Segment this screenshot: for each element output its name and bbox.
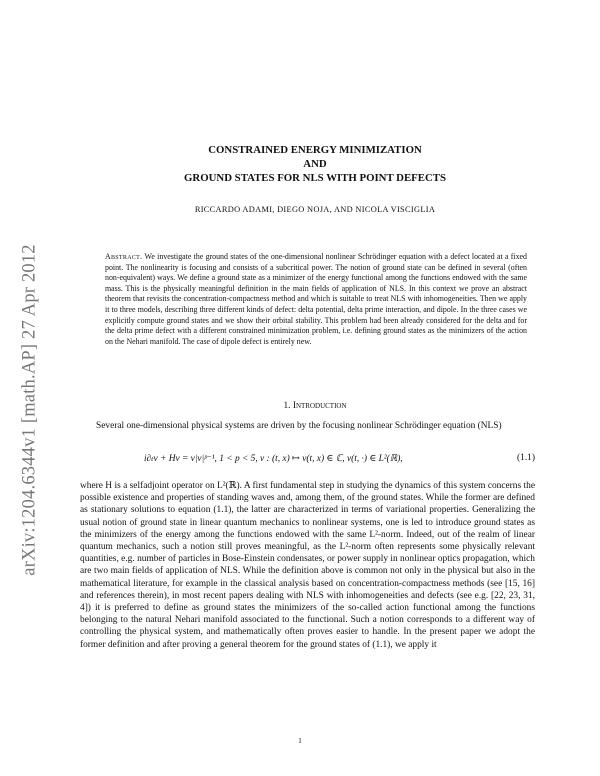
abstract (105, 252, 527, 347)
intro-paragraph: Several one-dimensional physical systems are driven by the focusing nonlinear Schrödinger equation (NLS) (96, 421, 502, 431)
equation-number: (1.1) (517, 453, 535, 463)
author-list: RICCARDO ADAMI, DIEGO NOJA, AND NICOLA VISCIGLIA (194, 205, 436, 214)
equation-1-1 (80, 453, 535, 467)
title-line-2: AND (303, 158, 327, 170)
body-paragraph: where H is a selfadjoint operator on L²(ℝ). A first fundamental step in studying the dynamics of this system concerns the possible existence and properties of standing waves and, among them, of the ground states. While the former are defined as stationary solutions to equation (1.1), the latter are characterized in terms of variational properties. Generalizing the usual notion of ground state in linear quantum mechanics to nonlinear systems, one is led to introduce ground states as the minimizers of the energy among the functions endowed with the same L²-norm. Indeed, out of the realm of linear quantum mechanics, such a notion still proves meaningful, as the L²-norm often represents some physically relevant quantities, e.g. number of particles in Bose-Einstein condensates, or power supply in nonlinear optics propagation, which are two main fields of application of NLS. While the definition above is common not only in the physical but also in the mathematical literature, for example in the classical analysis based on concentration-compactness methods (see [15, 16] and references therein), in most recent papers dealing with NLS with inhomogeneities and defects (see e.g. [22, 23, 31, 4]) it is preferred to define as ground states the minimizers of the so-called action functional among the functions belonging to the natural Nehari manifold associated to the functional. Such a notion corresponds to a different way of controlling the physical system, and mathematically often proves easier to handle. In the present paper we adopt the former definition and after proving a general theorem for the ground states of (1.1), we apply it (80, 481, 535, 650)
title-line-1: CONSTRAINED ENERGY MINIMIZATION (208, 144, 422, 156)
section-heading: 1. Introduction (283, 401, 347, 411)
arxiv-identifier-text: arXiv:1204.6344v1 [math.AP] 27 Apr 2012 (19, 244, 40, 576)
equation-body: i∂ₜv + Hv = v|v|ᵖ⁻¹, 1 < p < 5, v : (t, x) ↦ v(t, x) ∈ ℂ, v(t, ·) ∈ L²(ℝ), (144, 454, 403, 464)
abstract-text: We investigate the ground states of the one-dimensional nonlinear Schrödinger equation with a defect located at a fixed point. The nonlinearity is focusing and consists of a subcritical power. The notion of ground state can be defined in several (often non-equivalent) ways. We define a ground state as a minimizer of the energy functional among the functions endowed with the same mass. This is the physically meaningful definition in the main fields of application of NLS. In this context we prove an abstract theorem that revisits the concentration-compactness method and which is suitable to treat NLS with inhomogeneities. Then we apply it to three models, describing three different kinds of defect: delta potential, delta prime interaction, and dipole. In the three cases we explicitly compute ground states and we show their orbital stability. This problem had been already considered for the delta and for the delta prime defect with a different constrained minimization problem, i.e. defining ground states as the minimizers of the action on the Nehari manifold. The case of dipole defect is entirely new. (105, 252, 527, 346)
abstract-label: Abstract. (105, 252, 143, 261)
title-line-3: GROUND STATES FOR NLS WITH POINT DEFECTS (184, 172, 446, 184)
page-number: 1 (298, 736, 302, 745)
paper-title (100, 143, 530, 185)
arxiv-identifier (10, 200, 50, 620)
